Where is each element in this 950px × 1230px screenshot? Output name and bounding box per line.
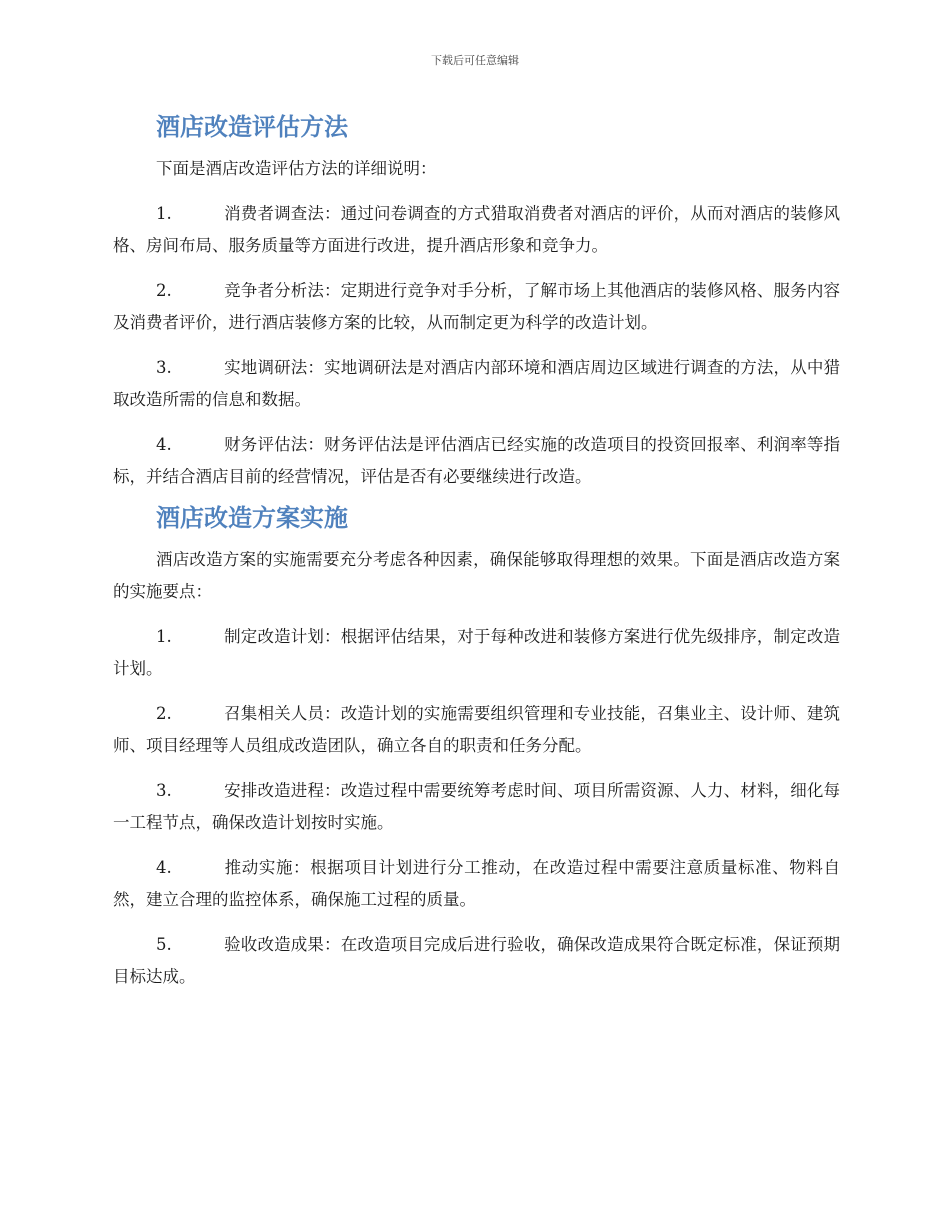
list-item-number: 2. — [156, 281, 172, 300]
list-item — [113, 852, 840, 916]
list-item — [113, 198, 840, 262]
list-item-text: 制定改造计划：根据评估结果，对于每种改进和装修方案进行优先级排序，制定改造计划。 — [113, 627, 840, 678]
list-item-number: 4. — [156, 435, 172, 454]
list-item-number: 5. — [156, 935, 172, 954]
list-item-text: 竞争者分析法：定期进行竞争对手分析，了解市场上其他酒店的装修风格、服务内容及消费者评价，进行酒店装修方案的比较，从而制定更为科学的改造计划。 — [113, 281, 840, 332]
list-item-number: 2. — [156, 704, 172, 723]
section-intro-implementation: 酒店改造方案的实施需要充分考虑各种因素，确保能够取得理想的效果。下面是酒店改造方案的实施要点： — [113, 550, 840, 601]
list-item — [113, 621, 840, 685]
list-item — [113, 352, 840, 416]
list-item-text: 实地调研法：实地调研法是对酒店内部环境和酒店周边区域进行调查的方法，从中猎取改造所需的信息和数据。 — [113, 358, 840, 409]
section-intro-evaluation: 下面是酒店改造评估方法的详细说明： — [156, 159, 437, 178]
list-item-text: 召集相关人员：改造计划的实施需要组织管理和专业技能，召集业主、设计师、建筑师、项目经理等人员组成改造团队，确立各自的职责和任务分配。 — [113, 704, 840, 755]
section-title-evaluation: 酒店改造评估方法 — [156, 113, 348, 141]
document-body — [113, 108, 840, 993]
list-item — [113, 275, 840, 339]
list-item-text: 推动实施：根据项目计划进行分工推动，在改造过程中需要注意质量标准、物料自然，建立合理的监控体系，确保施工过程的质量。 — [113, 858, 840, 909]
list-item-text: 财务评估法：财务评估法是评估酒店已经实施的改造项目的投资回报率、利润率等指标，并结合酒店目前的经营情况，评估是否有必要继续进行改造。 — [113, 435, 840, 486]
list-item-number: 1. — [156, 627, 172, 646]
list-item — [113, 929, 840, 993]
list-item — [113, 429, 840, 493]
section-title-implementation: 酒店改造方案实施 — [156, 504, 348, 532]
evaluation-list — [113, 198, 840, 493]
list-item-number: 1. — [156, 204, 172, 223]
page-header-note: 下载后可任意编辑 — [431, 54, 519, 67]
list-item-number: 3. — [156, 781, 172, 800]
list-item-text: 安排改造进程：改造过程中需要统筹考虑时间、项目所需资源、人力、材料，细化每一工程节点，确保改造计划按时实施。 — [113, 781, 840, 832]
list-item — [113, 775, 840, 839]
list-item-text: 验收改造成果：在改造项目完成后进行验收，确保改造成果符合既定标准，保证预期目标达成。 — [113, 935, 840, 986]
list-item-text: 消费者调查法：通过问卷调查的方式猎取消费者对酒店的评价，从而对酒店的装修风格、房间布局、服务质量等方面进行改进，提升酒店形象和竞争力。 — [113, 204, 840, 255]
list-item — [113, 698, 840, 762]
list-item-number: 4. — [156, 858, 172, 877]
list-item-number: 3. — [156, 358, 172, 377]
implementation-list — [113, 621, 840, 993]
